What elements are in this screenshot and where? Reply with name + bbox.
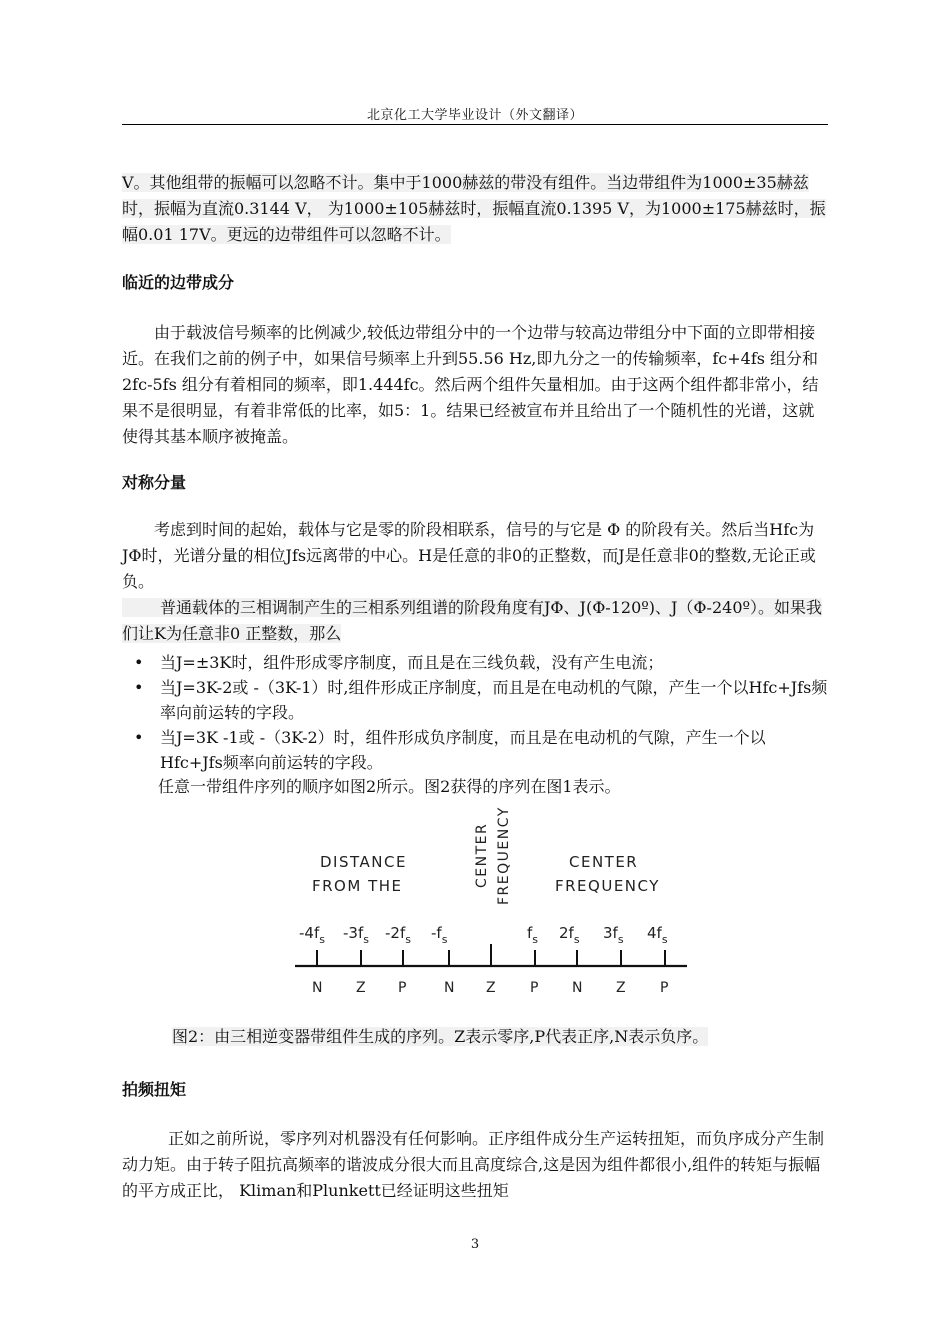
heading-symmetric-components: 对称分量 (122, 473, 187, 492)
heading-adjacent-sidebands: 临近的边带成分 (122, 273, 235, 292)
figure-caption-text: 图2：由三相逆变器带组件生成的序列。Z表示零序,P代表正序,N表示负序。 (172, 1027, 709, 1046)
tick-label: $-2f_s$ (385, 924, 411, 946)
paragraph-three-phase-text: 普通载体的三相调制产生的三相系列组谱的阶段角度有JΦ、J(Φ-120º)、J（Φ-240º）。如果我们让K为任意非0 正整数，那么 (122, 598, 823, 643)
header-rule (122, 124, 828, 125)
paragraph-three-phase (122, 595, 828, 647)
sequence-label: Z (616, 980, 626, 996)
list-item (122, 675, 828, 725)
sequence-figure (285, 800, 695, 1005)
page-number: 3 (470, 1237, 480, 1252)
list-item-text: 当J=3K -1或 -（3K-2）时，组件形成负序制度，而且是在电动机的气隙，产生一个以Hfc+Jfs频率向前运转的字段。 (160, 728, 766, 772)
sequence-label: N (312, 980, 323, 996)
tick-label: $3f_s$ (603, 924, 624, 946)
sequence-label: P (530, 980, 539, 996)
figure-right-label-2: FREQUENCY (555, 877, 660, 895)
tick-label: $-3f_s$ (343, 924, 369, 946)
figure-center-label-2: FREQUENCY (496, 806, 512, 905)
sequence-label: N (444, 980, 455, 996)
sequence-list (122, 650, 828, 775)
sequence-label: P (660, 980, 669, 996)
list-item-text: 当J=±3K时，组件形成零序制度，而且是在三线负载，没有产生电流； (160, 653, 664, 672)
tick-label: $-f_s$ (431, 924, 448, 946)
bullet-icon: • (134, 653, 144, 672)
figure-right-label-1: CENTER (569, 853, 639, 871)
heading-beat-torque: 拍频扭矩 (122, 1080, 187, 1099)
paragraph-beat-torque: 正如之前所说，零序列对机器没有任何影响。正序组件成分生产运转扭矩，而负序成分产生制动力矩。由于转子阻抗高频率的谐波成分很大而且高度综合,这是因为组件都很小,组件的转矩与振幅的平方成正比， Kliman和Plunkett已经证明这些扭矩 (122, 1129, 825, 1200)
tick-label: $2f_s$ (559, 924, 580, 946)
paragraph-amplitudes-text: V。其他组带的振幅可以忽略不计。集中于1000赫兹的带没有组件。当边带组件为1000±35赫兹时，振幅为直流0.3144 V， 为1000±105赫兹时，振幅直流0.1395 V，为1000±175赫兹时，振幅0.01 17V。更远的边带组件可以忽略不计。 (122, 173, 826, 244)
page-header: 北京化工大学毕业设计（外文翻译） (366, 108, 583, 123)
figure-caption (172, 1024, 708, 1050)
figure-left-label-2: FROM THE (312, 877, 403, 895)
tick-label: $-4f_s$ (299, 924, 325, 946)
sequence-label: Z (486, 980, 496, 996)
sequence-label: P (398, 980, 407, 996)
paragraph-figure-intro: 任意一带组件序列的顺序如图2所示。图2获得的序列在图1表示。 (158, 777, 621, 796)
list-item (122, 725, 828, 775)
list-item (122, 650, 828, 675)
figure-left-label-1: DISTANCE (320, 853, 407, 871)
paragraph-phase: 考虑到时间的起始，载体与它是零的阶段相联系，信号的与它是 Φ 的阶段有关。然后当Hfc为JΦ时，光谱分量的相位Jfs远离带的中心。H是任意的非0的正整数，而J是任意非0的整数,无论正或负。 (122, 520, 816, 591)
sequence-label: N (572, 980, 583, 996)
paragraph-amplitudes (122, 170, 828, 248)
tick-label: $4f_s$ (647, 924, 668, 946)
paragraph-adjacent-sidebands: 由于载波信号频率的比例减少,较低边带组分中的一个边带与较高边带组分中下面的立即带相接近。在我们之前的例子中，如果信号频率上升到55.56 Hz,即九分之一的传输频率，fc+4fs 组分和2fc-5fs 组分有着相同的频率，即1.444fc。然后两个组件矢量相加。由于这两个组件都非常小，结果不是很明显，有着非常低的比率，如5：1。结果已经被宣布并且给出了一个随机性的光谱，这就使得其基本顺序被掩盖。 (122, 323, 819, 446)
list-item-text: 当J=3K-2或 -（3K-1）时,组件形成正序制度，而且是在电动机的气隙，产生一个以Hfc+Jfs频率向前运转的字段。 (160, 678, 828, 722)
tick-label: $f_s$ (527, 924, 539, 946)
bullet-icon: • (134, 678, 144, 697)
sequence-label: Z (356, 980, 366, 996)
frequency-ticks (299, 924, 668, 996)
bullet-icon: • (134, 728, 144, 747)
figure-center-label-1: CENTER (474, 822, 490, 888)
